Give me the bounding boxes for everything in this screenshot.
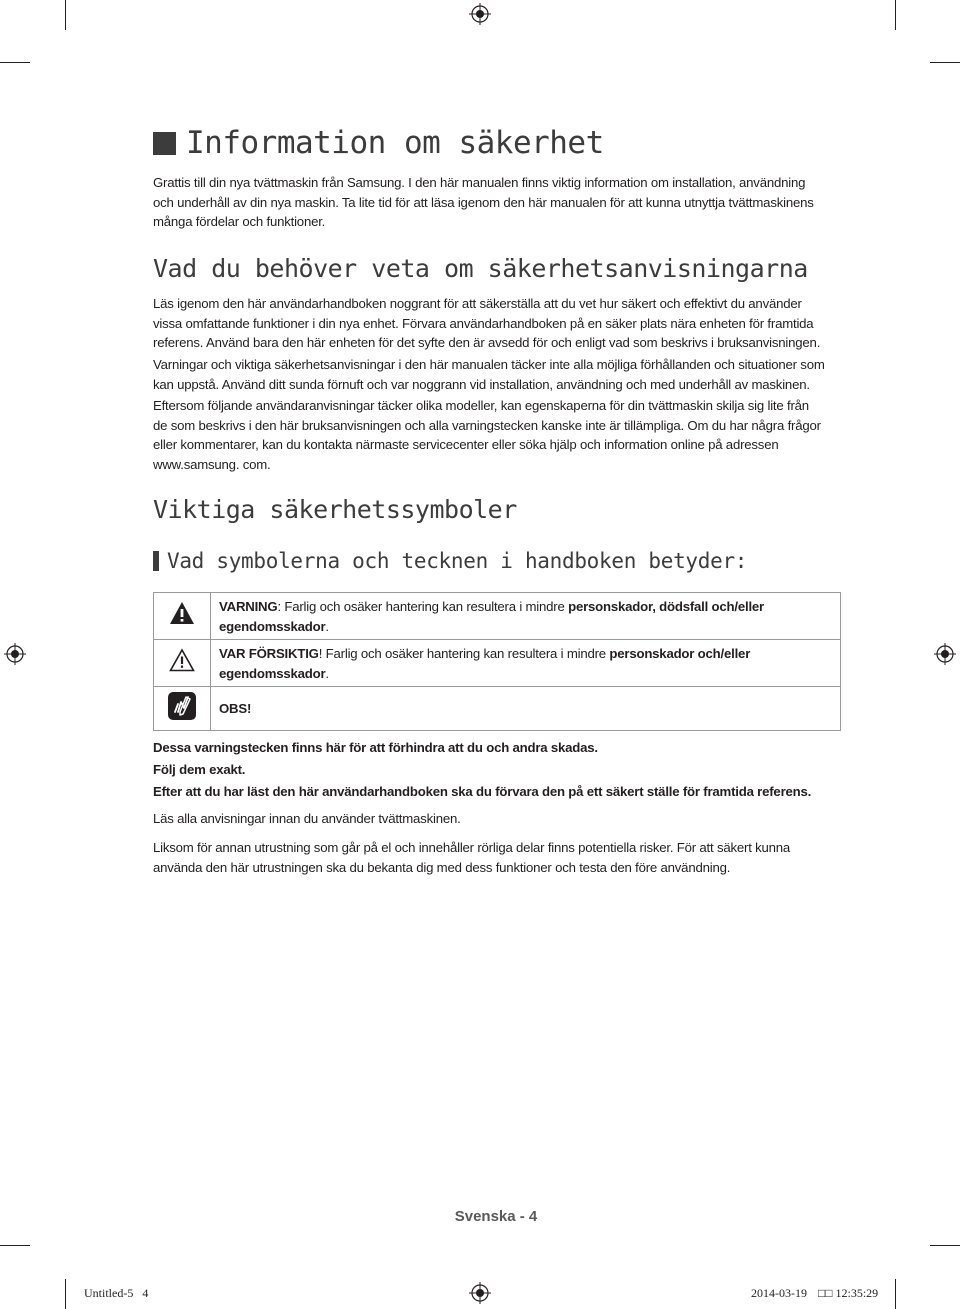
crop-mark <box>895 1279 896 1309</box>
page-title-text: Information om säkerhet <box>186 125 604 161</box>
table-row <box>154 593 841 640</box>
title-square-icon <box>153 132 176 155</box>
slug-date: 2014-03-19 <box>751 1286 807 1300</box>
section-heading-safety-instructions: Vad du behöver veta om säkerhetsanvisningarna <box>153 254 808 283</box>
page-footer: Svenska - 4 <box>454 1208 538 1225</box>
crop-mark <box>895 0 896 30</box>
symbol-label: VARNING <box>219 599 278 614</box>
caution-outline-icon <box>169 648 195 672</box>
section1-paragraph-3: Eftersom följande användaranvisningar täcker olika modeller, kan egenskaperna för din tvättmaskin skilja sig lite från de som beskrivs i den här bruksanvisningen och alla varningstecken kanske inte är tillämpliga. Om du har några frågor eller kommentarer, kan du kontakta närmaste servicecenter eller söka hjälp och information online på adressen www.samsung. com. <box>153 398 821 472</box>
subheading-bar-icon <box>153 551 159 571</box>
section-heading-safety-symbols: Viktiga säkerhetssymboler <box>153 495 517 524</box>
symbol-text: : Farlig och osäker hantering kan resultera i mindre <box>277 599 569 614</box>
crop-mark <box>930 1245 960 1246</box>
section1-paragraph-1: Läs igenom den här användarhandboken noggrant för att säkerställa att du vet hur säkert och effektivt du använder vissa omfattande funktioner i din nya enhet. Förvara användarhandboken på en säker plats nära enheten för framtida referens. Använd bara den här enheten för det syfte den är avsedd för och enligt vad som beskrivs i bruksanvisningen. <box>153 296 821 350</box>
crop-mark <box>65 1279 66 1309</box>
bold-notice-3: Efter att du har läst den här användarhandboken ska du förvara den på ett säkert ställe för framtida referens. <box>153 784 812 799</box>
symbol-label: OBS! <box>219 701 252 717</box>
crop-mark <box>930 62 960 63</box>
symbol-icon-cell <box>154 640 211 687</box>
crop-mark <box>0 1245 30 1246</box>
note-pencil-icon <box>167 691 197 721</box>
symbol-text: ! Farlig och osäker hantering kan resultera i mindre <box>318 646 610 661</box>
symbol-label: VAR FÖRSIKTIG <box>219 646 319 661</box>
symbol-description-note <box>211 687 841 731</box>
registration-mark-icon <box>469 1282 491 1304</box>
symbol-text-end: . <box>325 665 329 681</box>
registration-mark-icon <box>469 3 491 25</box>
bold-notice-2: Följ dem exakt. <box>153 762 246 777</box>
crop-mark <box>0 62 30 63</box>
section1-paragraph-2: Varningar och viktiga säkerhetsanvisningar i den här manualen täcker inte alla möjliga förhållanden och situationer som kan uppstå. Använd ditt sunda förnuft och var noggrann vid installation, användning och med underhåll av maskinen. <box>153 357 825 392</box>
subheading-symbols-meaning <box>153 549 747 573</box>
subheading-text: Vad symbolerna och tecknen i handboken betyder: <box>167 549 748 573</box>
symbol-icon-cell <box>154 593 211 640</box>
registration-mark-icon <box>934 643 956 665</box>
symbol-text-end: . <box>325 618 329 634</box>
warning-filled-icon <box>169 601 195 625</box>
slug-file-name: Untitled-5 4 <box>84 1286 149 1300</box>
page-title <box>153 125 604 161</box>
symbol-description-warning <box>211 593 841 640</box>
symbol-text-bold: personskador och/eller egendomsskador <box>219 646 751 681</box>
section2-paragraph-4: Läs alla anvisningar innan du använder tvättmaskinen. <box>153 811 461 826</box>
symbol-description-caution <box>211 640 841 687</box>
symbol-text-bold: personskador, dödsfall och/eller egendomsskador <box>219 599 764 634</box>
table-row <box>154 640 841 687</box>
symbols-table <box>153 592 841 731</box>
symbol-icon-cell <box>154 687 211 731</box>
table-row <box>154 687 841 731</box>
slug-time: □□ 12:35:29 <box>818 1286 879 1300</box>
bold-notice-1: Dessa varningstecken finns här för att förhindra att du och andra skadas. <box>153 740 598 755</box>
registration-mark-icon <box>4 643 26 665</box>
intro-paragraph: Grattis till din nya tvättmaskin från Samsung. I den här manualen finns viktig information om installation, användning och underhåll av din nya maskin. Ta lite tid för att läsa igenom den här manualen för att kunna utnyttja tvättmaskinens många fördelar och funktioner. <box>153 175 814 229</box>
section2-paragraph-5: Liksom för annan utrustning som går på el och innehåller rörliga delar finns potentiella risker. För att säkert kunna använda den här utrustningen ska du bekanta dig med dess funktioner och testa den före användning. <box>153 840 791 875</box>
crop-mark <box>65 0 66 30</box>
